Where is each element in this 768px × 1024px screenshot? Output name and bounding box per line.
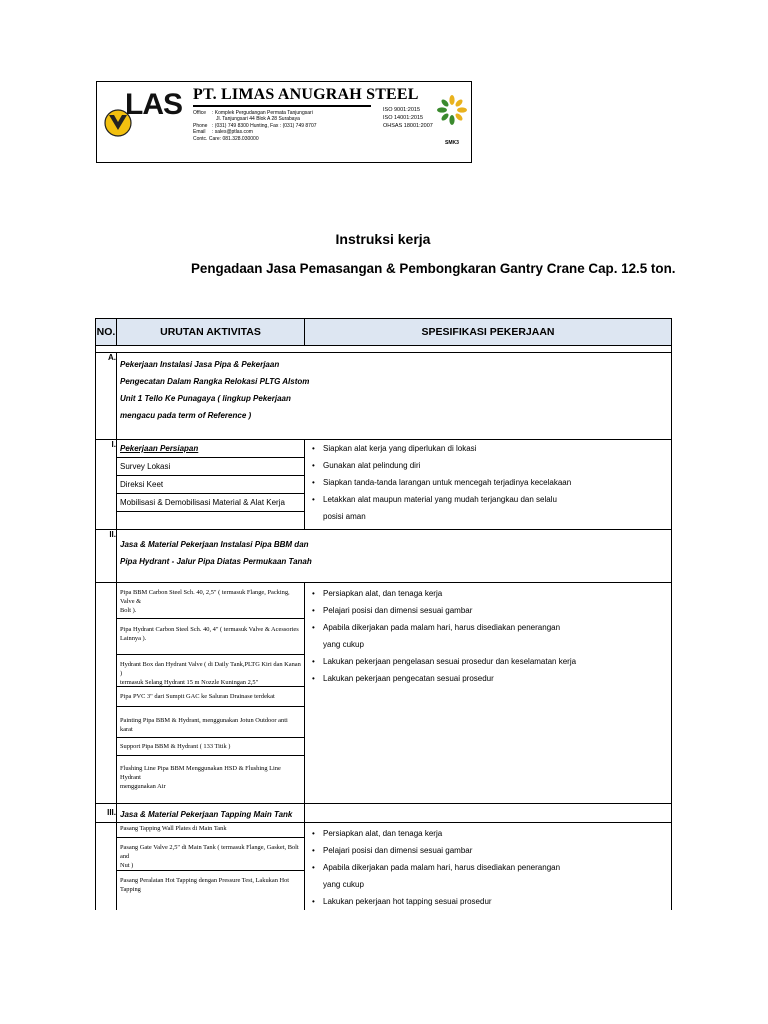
spec-item	[305, 585, 671, 602]
table-row	[117, 583, 304, 619]
spec-item	[305, 653, 671, 670]
section-1-label: I.	[96, 440, 117, 530]
iso-line: ISO 14001:2015	[383, 115, 424, 121]
row-line: Hydrant Box dan Hydrant Valve ( di Daily Tank,PLTG Kiri dan Kanan )	[120, 661, 301, 677]
spec-item	[305, 440, 671, 457]
list-item: Direksi Keet	[117, 476, 304, 494]
row-line: Pipa BBM Carbon Steel Sch. 40, 2,5" ( termasuk Flange, Packing, Valve &	[120, 589, 290, 605]
section-a-title	[117, 353, 672, 440]
spec-text: Gunakan alat pelindung diri	[323, 461, 421, 470]
spec-text: Lakukan pekerjaan pengelasan sesuai prosedur dan keselamatan kerja	[323, 657, 577, 666]
contact-label: Office	[193, 110, 206, 116]
section-a-label: A.	[96, 353, 117, 440]
spec-text-cont: yang cukup	[323, 880, 364, 889]
spec-text: Pelajari posisi dan dimensi sesuai gambar	[323, 846, 473, 855]
spec-text: Persiapkan alat, dan tenaga kerja	[323, 589, 443, 598]
section-2-title-lines	[117, 530, 671, 572]
section-3-title-row	[96, 804, 672, 823]
section-3-title	[117, 804, 305, 823]
spacer-row	[96, 346, 672, 353]
section-3-no-cell	[96, 823, 117, 911]
iso-line: OHSAS 18001:2007	[383, 123, 433, 129]
table-row	[117, 655, 304, 687]
document-subtitle: Pengadaan Jasa Pemasangan & Pembongkaran Gantry Crane Cap. 12.5 ton.	[191, 261, 676, 276]
section-2-body-row	[96, 583, 672, 804]
spec-text: Siapkan alat kerja yang diperlukan di lokasi	[323, 444, 477, 453]
row-line: Support Pipa BBM & Hydrant ( 133 Titik )	[120, 743, 231, 750]
contact-label: Email	[193, 129, 206, 136]
spec-text: • Apabila dikerjakan pada malam hari, harus disediakan penerangan	[323, 623, 561, 632]
section-2-activity-list	[117, 583, 304, 803]
row-line: Pipa Hydrant Carbon Steel Sch. 40, 4" ( termasuk Valve & Acessories	[120, 626, 299, 633]
section-2-no-cell	[96, 583, 117, 804]
section-2-label: II.	[96, 530, 117, 583]
section-a-row	[96, 353, 672, 440]
smk3-flower-icon	[437, 92, 467, 136]
table-row	[117, 823, 304, 838]
spec-text: Persiapkan alat, dan tenaga kerja	[323, 829, 443, 838]
section-2-activities	[117, 583, 305, 804]
spec-text: Lakukan pekerjaan pengecatan sesuai prosedur	[323, 674, 494, 683]
table-row	[117, 738, 304, 756]
work-instruction-table	[95, 318, 672, 910]
row-line: Pipa PVC 3" dari Sumpit GAC ke Saluran Drainase terdekat	[120, 693, 275, 700]
section-1-specs	[305, 440, 672, 530]
contact-value: Jl. Tanjungsari 44 Blok A 28 Surabaya	[216, 116, 300, 123]
section-2-line: Pipa Hydrant - Jalur Pipa Diatas Permukaan Tanah	[120, 557, 312, 566]
section-1-activity-list	[117, 440, 304, 529]
section-a-line: Unit 1 Tello Ke Punagaya ( lingkup Pekerjaan	[120, 394, 291, 403]
spec-text: Pelajari posisi dan dimensi sesuai gambar	[323, 606, 473, 615]
spec-text-cont: yang cukup	[323, 640, 364, 649]
logo-text: LAS	[125, 88, 182, 121]
table-row	[117, 707, 304, 738]
row-line: Lainnya ).	[120, 635, 147, 642]
document-title-text: Instruksi kerja	[335, 231, 431, 247]
spec-item	[305, 457, 671, 474]
section-a-title-lines	[117, 353, 671, 426]
section-3-spec-list	[305, 823, 671, 910]
section-a-line: mengacu pada term of Reference )	[120, 411, 252, 420]
table-row	[117, 619, 304, 655]
table-header-row	[96, 319, 672, 346]
section-1-activities	[117, 440, 305, 530]
spec-item	[305, 842, 671, 859]
contact-value: : (031) 749 8300 Hunting, Fax : (031) 749 8707	[212, 122, 317, 129]
section-2-title	[117, 530, 672, 583]
spec-item	[305, 602, 671, 619]
row-line: Nut )	[120, 862, 134, 869]
spec-text: • Apabila dikerjakan pada malam hari, harus disediakan penerangan	[323, 863, 561, 872]
section-3-label: III.	[96, 804, 117, 823]
section-3-title-text: Jasa & Material Pekerjaan Tapping Main Tank	[120, 810, 293, 819]
document-title	[0, 231, 768, 247]
table-row	[117, 838, 304, 871]
section-3-activities	[117, 823, 305, 911]
row-line: Painting Pipa BBM & Hydrant, menggunakan Jotun Outdoor anti karat	[120, 717, 288, 733]
section-1-row	[96, 440, 672, 530]
row-line: Pasang Peralatan Hot Tapping dengan Pressure Test, Lakukan Hot	[120, 877, 290, 884]
smk3-label: SMK3	[445, 140, 459, 146]
header-activity: URUTAN AKTIVITAS	[117, 319, 305, 346]
iso-line: ISO 9001:2015	[383, 107, 421, 113]
section-a-line: Pekerjaan Instalasi Jasa Pipa & Pekerjaan	[120, 360, 280, 369]
contact-label: Contc. Care	[193, 135, 220, 142]
spec-item	[305, 474, 671, 491]
contact-value: : sales@ptlas.com	[212, 129, 253, 136]
row-line: menggunakan Air	[120, 783, 166, 790]
section-3-specs	[305, 823, 672, 911]
list-item: Mobilisasi & Demobilisasi Material & Alat Kerja	[117, 494, 304, 512]
row-line: Pasang Tapping Wall Plates di Main Tank	[120, 825, 227, 832]
section-3-activity-list	[117, 823, 304, 901]
row-line: Tapping	[120, 886, 141, 893]
spec-item	[305, 491, 671, 525]
table-row	[117, 687, 304, 707]
list-item: Survey Lokasi	[117, 458, 304, 476]
section-1-title: Pekerjaan Persiapan	[117, 440, 304, 458]
table-row	[117, 756, 304, 803]
spec-item	[305, 670, 671, 687]
row-line: Pasang Gate Valve 2,5" di Main Tank ( termasuk Flange, Gasket, Bolt and	[120, 844, 299, 860]
spec-text: • Letakkan alat maupun material yang mudah terjangkau dan selalu	[323, 495, 557, 504]
contact-value: : 081.328.030000	[219, 135, 259, 142]
spec-item	[305, 893, 671, 910]
contact-value: : Komplek Pergudangan Permata Tanjungsari	[212, 110, 313, 116]
section-3-title-spec-cell	[305, 804, 672, 823]
section-2-line: Jasa & Material Pekerjaan Instalasi Pipa BBM dan	[120, 540, 309, 549]
iso-certifications	[383, 106, 433, 130]
header-no: NO.	[96, 319, 117, 346]
company-name: PT. LIMAS ANUGRAH STEEL	[193, 86, 419, 103]
spec-item	[305, 859, 671, 893]
section-3-body-row	[96, 823, 672, 911]
company-rule	[193, 105, 371, 107]
section-2-specs	[305, 583, 672, 804]
section-a-line: Pengecatan Dalam Rangka Relokasi PLTG Alstom	[120, 377, 310, 386]
spec-text: Siapkan tanda-tanda larangan untuk mencegah terjadinya kecelakaan	[323, 478, 572, 487]
header-spec: SPESIFIKASI PEKERJAAN	[305, 319, 672, 346]
spec-text: Lakukan pekerjaan hot tapping sesuai prosedur	[323, 897, 492, 906]
table-row	[117, 871, 304, 901]
section-2-spec-list	[305, 583, 671, 687]
smk3-logo	[437, 92, 467, 148]
spec-item	[305, 825, 671, 842]
spec-text-cont: posisi aman	[323, 512, 366, 521]
section-2-title-row	[96, 530, 672, 583]
section-1-spec-list	[305, 440, 671, 525]
row-line: termasuk Selang Hydrant 15 m Nozzle Kuningan 2,5"	[120, 679, 259, 686]
contact-label: Phone	[193, 122, 208, 129]
spec-item	[305, 619, 671, 653]
list-item-empty	[117, 512, 304, 529]
letterhead	[96, 81, 472, 163]
contact-row	[193, 136, 383, 142]
row-line: Flushing Line Pipa BBM Menggunakan HSD & Flushing Line Hydrant	[120, 765, 281, 781]
row-line: Bolt ).	[120, 607, 137, 614]
